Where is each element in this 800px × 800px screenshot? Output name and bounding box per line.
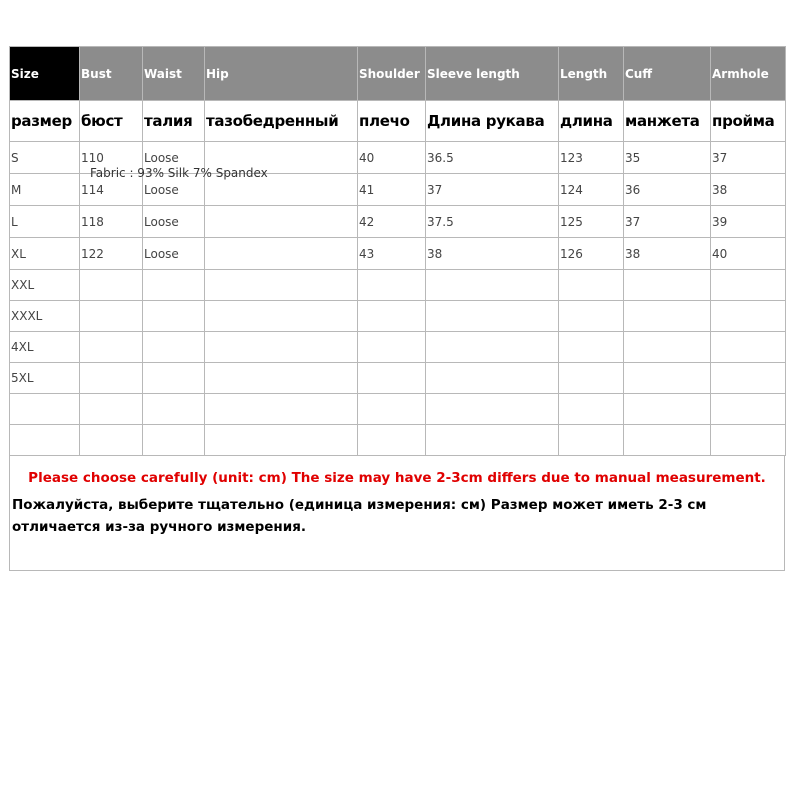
- table-cell: [426, 394, 559, 425]
- table-cell: 40: [358, 142, 426, 174]
- table-cell: [358, 301, 426, 332]
- table-cell: [10, 394, 80, 425]
- russian-header-row: [10, 101, 786, 142]
- table-cell: 37: [426, 174, 559, 206]
- table-cell: [711, 270, 786, 301]
- table-cell: [205, 301, 358, 332]
- table-cell: XXL: [10, 270, 80, 301]
- table-cell: [426, 332, 559, 363]
- table-cell: [205, 425, 358, 456]
- header-cell-shoulder: Shoulder: [358, 47, 426, 101]
- header-cell-waist: Waist: [143, 47, 205, 101]
- table-cell: [143, 425, 205, 456]
- table-cell: [205, 270, 358, 301]
- table-cell: [205, 332, 358, 363]
- table-cell: [143, 394, 205, 425]
- table-cell: 38: [426, 238, 559, 270]
- table-cell: [143, 301, 205, 332]
- table-cell: 122: [80, 238, 143, 270]
- ru-header-cell: тазобедренный: [205, 101, 358, 142]
- table-row: [10, 363, 786, 394]
- table-cell: L: [10, 206, 80, 238]
- header-cell-bust: Bust: [80, 47, 143, 101]
- table-cell: 5XL: [10, 363, 80, 394]
- table-cell: [711, 394, 786, 425]
- table-cell: [426, 425, 559, 456]
- table-cell: [624, 332, 711, 363]
- table-cell: [143, 270, 205, 301]
- header-cell-cuff: Cuff: [624, 47, 711, 101]
- table-cell: [358, 425, 426, 456]
- table-cell: [559, 425, 624, 456]
- table-cell: 38: [711, 174, 786, 206]
- table-cell: 124: [559, 174, 624, 206]
- table-cell: 36: [624, 174, 711, 206]
- header-cell-length: Length: [559, 47, 624, 101]
- table-cell: 37.5: [426, 206, 559, 238]
- fabric-composition: Fabric : 93% Silk 7% Spandex: [90, 166, 268, 180]
- table-cell: [624, 425, 711, 456]
- table-cell: [711, 363, 786, 394]
- table-cell: 114: [80, 174, 143, 206]
- table-cell: [559, 332, 624, 363]
- table-cell: 118: [80, 206, 143, 238]
- table-cell: [143, 363, 205, 394]
- table-cell: Loose: [143, 174, 205, 206]
- ru-header-cell: талия: [143, 101, 205, 142]
- table-cell: [559, 301, 624, 332]
- table-cell: 36.5: [426, 142, 559, 174]
- table-cell: [624, 270, 711, 301]
- header-cell-size: Size: [10, 47, 80, 101]
- table-cell: XXXL: [10, 301, 80, 332]
- ru-header-cell: манжета: [624, 101, 711, 142]
- table-cell: 42: [358, 206, 426, 238]
- ru-header-cell: пройма: [711, 101, 786, 142]
- header-cell-armhole: Armhole: [711, 47, 786, 101]
- table-cell: M: [10, 174, 80, 206]
- table-cell: [426, 270, 559, 301]
- table-cell: [80, 363, 143, 394]
- table-cell: [80, 332, 143, 363]
- ru-header-cell: размер: [10, 101, 80, 142]
- table-cell: [559, 363, 624, 394]
- table-cell: Loose: [143, 206, 205, 238]
- notice-english: Please choose carefully (unit: cm) The size may have 2-3cm differs due to manual measurement.: [28, 470, 766, 486]
- table-cell: 4XL: [10, 332, 80, 363]
- table-cell: [624, 301, 711, 332]
- table-row: [10, 206, 786, 238]
- table-row: [10, 425, 786, 456]
- table-cell: [80, 270, 143, 301]
- table-cell: [205, 394, 358, 425]
- size-chart: [9, 46, 785, 571]
- table-cell: 123: [559, 142, 624, 174]
- table-cell: [711, 332, 786, 363]
- table-cell: 38: [624, 238, 711, 270]
- ru-header-cell: Длина рукава: [426, 101, 559, 142]
- table-cell: [358, 363, 426, 394]
- table-cell: 41: [358, 174, 426, 206]
- table-cell: [711, 301, 786, 332]
- table-cell: [358, 394, 426, 425]
- header-cell-sleeve-length: Sleeve length: [426, 47, 559, 101]
- table-cell: [205, 238, 358, 270]
- notice-russian: Пожалуйста, выберите тщательно (единица измерения: см) Размер может иметь 2-3 см отличается из-за ручного измерения.: [12, 497, 707, 535]
- table-cell: [205, 363, 358, 394]
- table-row: [10, 394, 786, 425]
- table-row: [10, 332, 786, 363]
- table-cell: 39: [711, 206, 786, 238]
- table-cell: 37: [624, 206, 711, 238]
- ru-header-cell: длина: [559, 101, 624, 142]
- table-cell: [426, 301, 559, 332]
- table-cell: [559, 270, 624, 301]
- ru-header-cell: плечо: [358, 101, 426, 142]
- table-cell: 40: [711, 238, 786, 270]
- header-cell-hip: Hip: [205, 47, 358, 101]
- measurement-notice: [9, 456, 785, 571]
- table-cell: [624, 394, 711, 425]
- table-cell: [358, 270, 426, 301]
- table-cell: 43: [358, 238, 426, 270]
- table-cell: 35: [624, 142, 711, 174]
- header-row: [10, 47, 786, 101]
- table-cell: Loose: [143, 142, 205, 174]
- table-cell: 125: [559, 206, 624, 238]
- size-table: [9, 46, 786, 456]
- table-cell: [358, 332, 426, 363]
- table-row: [10, 238, 786, 270]
- table-cell: [80, 425, 143, 456]
- table-cell: [426, 363, 559, 394]
- table-cell: S: [10, 142, 80, 174]
- ru-header-cell: бюст: [80, 101, 143, 142]
- table-cell: 110: [80, 142, 143, 174]
- table-cell: [624, 363, 711, 394]
- table-cell: [80, 394, 143, 425]
- table-cell: [559, 394, 624, 425]
- table-cell: [80, 301, 143, 332]
- table-cell: [205, 206, 358, 238]
- table-row: [10, 270, 786, 301]
- table-cell: [143, 332, 205, 363]
- table-cell: XL: [10, 238, 80, 270]
- table-cell: Loose: [143, 238, 205, 270]
- table-cell: [10, 425, 80, 456]
- table-cell: 37: [711, 142, 786, 174]
- table-cell: [711, 425, 786, 456]
- table-cell: 126: [559, 238, 624, 270]
- table-row: [10, 301, 786, 332]
